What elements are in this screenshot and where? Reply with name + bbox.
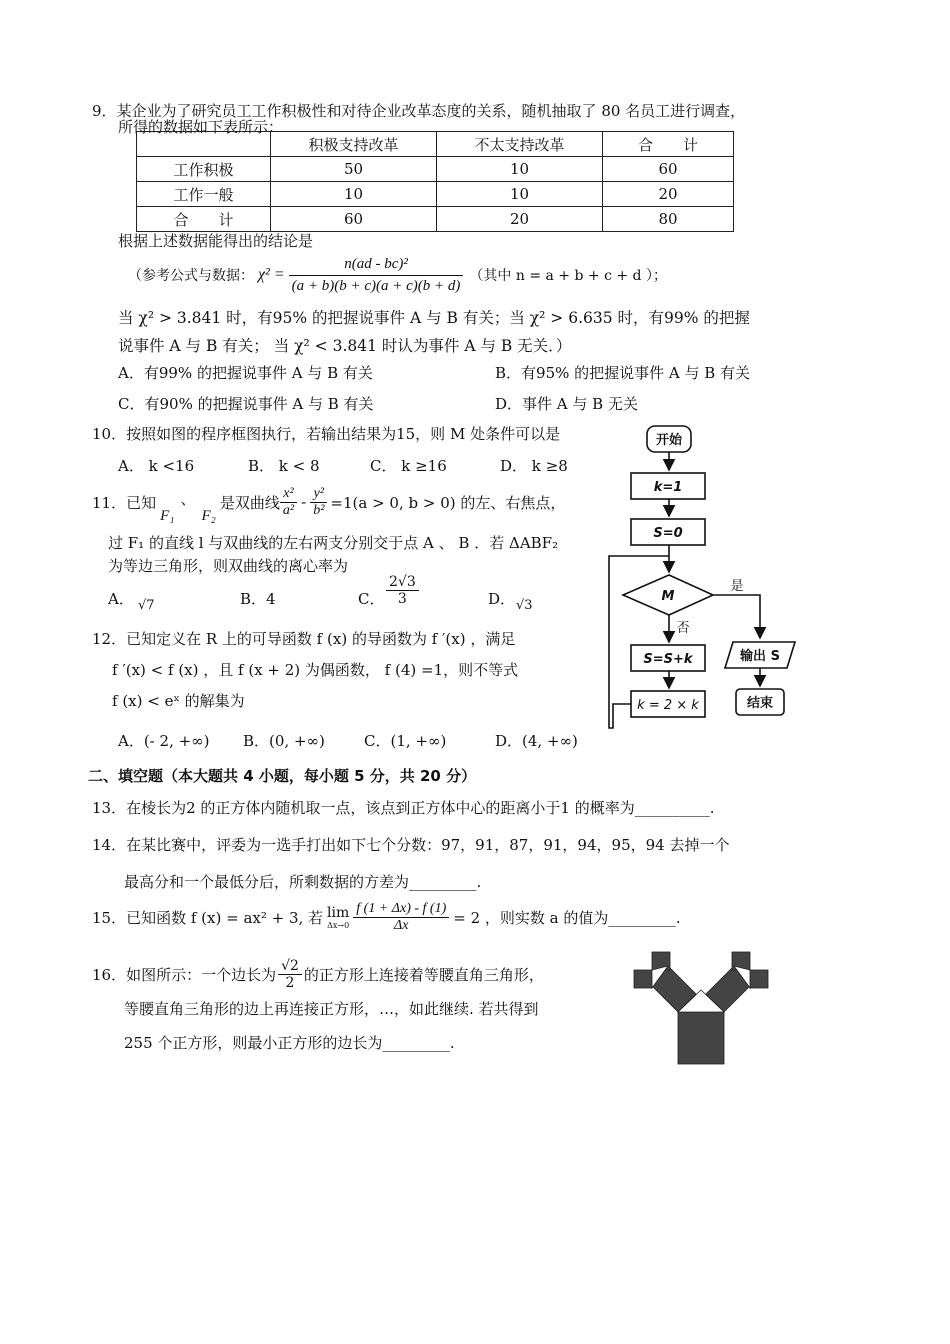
q11-line1 <box>92 478 565 526</box>
q9-option-a: A．有99% 的把握说事件 A 与 B 有关 <box>118 364 373 382</box>
q12-line2: f ′(x) < f (x) ，且 f (x + 2) 为偶函数， f (4) =1，则不等式 <box>112 661 519 679</box>
table-cell: 10 <box>437 157 603 182</box>
q16-line3: 255 个正方形，则最小正方形的边长为_________. <box>124 1034 455 1052</box>
q10-option-d: D． k ≥8 <box>500 457 568 475</box>
q9-option-b: B．有95% 的把握说事件 A 与 B 有关 <box>495 364 751 382</box>
q10-option-b: B． k < 8 <box>248 457 320 475</box>
a-squared: a² <box>282 502 295 518</box>
q11-prefix: 11．已知 <box>92 493 157 512</box>
limit-subscript: Δx→0 <box>327 920 350 930</box>
option-c-numerator: 2√3 <box>386 574 419 591</box>
q9-reference-2: 说事件 A 与 B 有关； 当 χ² < 3.841 时认为事件 A 与 B 无关．） <box>118 337 572 355</box>
q9-formula <box>128 250 667 300</box>
table-cell: 80 <box>603 207 734 232</box>
q12-option-b: B．(0, +∞) <box>243 732 325 750</box>
no-label: 否 <box>676 621 690 636</box>
q11-option-d-label: D． <box>488 590 516 608</box>
q11-option-b: B．4 <box>240 590 276 608</box>
side-numerator: √2 <box>278 958 302 975</box>
formula-prefix: （参考公式与数据： <box>128 268 254 284</box>
q11-option-a-value: √7 <box>138 598 155 613</box>
chi-square-fraction <box>289 256 464 295</box>
q11-option-c-label: C． <box>358 590 385 608</box>
output-label: 输出 S <box>740 649 780 664</box>
q9-option-c: C．有90% 的把握说事件 A 与 B 有关 <box>118 395 374 413</box>
option-c-denominator: 3 <box>397 591 407 607</box>
difference-quotient <box>353 901 449 934</box>
q11-option-d-value: √3 <box>516 598 533 613</box>
q12-option-d: D．(4, +∞) <box>495 732 578 750</box>
table-row <box>137 157 734 182</box>
table-cell: 20 <box>603 182 734 207</box>
update-k-label: k = 2 × k <box>637 698 699 713</box>
formula-suffix: （其中 n = a + b + c + d ）； <box>469 268 667 284</box>
quotient-numerator: f (1 + Δx) - f (1) <box>353 901 449 918</box>
b-squared: b² <box>313 502 325 518</box>
chi-square-symbol: χ² = <box>258 266 285 283</box>
y-square-fraction <box>310 486 327 519</box>
q11-line3: 为等边三角形，则双曲线的离心率为 <box>108 557 349 575</box>
q10-stem: 10．按照如图的程序框图执行，若输出结果为15，则 M 处条件可以是 <box>92 425 561 443</box>
q9-line1: 9．某企业为了研究员工工作积极性和对待企业改革态度的关系，随机抽取了 80 名员工进行调查， <box>92 102 746 120</box>
q12-option-a: A．(- 2, +∞) <box>118 732 210 750</box>
q15 <box>92 893 681 941</box>
base-square <box>678 1012 724 1064</box>
x-square-fraction <box>280 486 297 519</box>
flowchart <box>605 418 805 738</box>
table-cell: 工作积极 <box>137 157 271 182</box>
table-cell: 60 <box>603 157 734 182</box>
q9-option-d: D．事件 A 与 B 无关 <box>495 395 638 413</box>
q14-line1: 14．在某比赛中，评委为一选手打出如下七个分数：97，91，87，91，94，95，94 去掉一个 <box>92 836 730 854</box>
q15-suffix: = 2 ，则实数 a 的值为_________. <box>453 908 681 927</box>
q11-option-c-fraction <box>386 574 419 607</box>
q11-equation-tail: =1(a > 0, b > 0) 的左、右焦点， <box>330 493 566 512</box>
q15-prefix: 15．已知函数 f (x) = ax² + 3, 若 <box>92 908 324 927</box>
q9-table <box>136 131 734 232</box>
formula-numerator: n(ad - bc)² <box>289 256 464 276</box>
q10-option-a: A． k <16 <box>118 457 195 475</box>
table-cell: 工作一般 <box>137 182 271 207</box>
q12-line1: 12．已知定义在 R 上的可导函数 f (x) 的导函数为 f ′(x) ，满足 <box>92 630 516 648</box>
table-cell: 60 <box>271 207 437 232</box>
pythagoras-tree-figure <box>630 948 775 1068</box>
condition-label: M <box>661 589 675 604</box>
table-header-row <box>137 132 734 157</box>
limit-label: lim <box>327 904 350 921</box>
q13: 13．在棱长为2 的正方体内随机取一点，该点到正方体中心的距离小于1 的概率为__________. <box>92 799 715 817</box>
table-cell: 50 <box>271 157 437 182</box>
q9-conclusion: 根据上述数据能得出的结论是 <box>118 232 314 250</box>
end-label: 结束 <box>746 696 774 711</box>
update-s-label: S=S+k <box>643 652 693 667</box>
table-header-cell <box>137 132 271 157</box>
side-denominator: 2 <box>285 974 295 991</box>
small-square <box>634 970 652 988</box>
limit-operator <box>327 905 349 930</box>
q11-line2: 过 F₁ 的直线 l 与双曲线的左右两支分别交于点 A 、 B ．若 ΔABF₂ <box>108 534 559 552</box>
focus-f2: F₂ <box>201 507 216 524</box>
q11-hyperbola-label: 是双曲线 <box>219 493 280 512</box>
table-row <box>137 182 734 207</box>
q16-suffix: 的正方形上连接着等腰直角三角形， <box>303 965 544 984</box>
q9-line2: 所得的数据如下表所示： <box>118 118 284 136</box>
q12-line3: f (x) < eˣ 的解集为 <box>112 692 245 710</box>
init-k-label: k=1 <box>653 480 683 495</box>
table-row <box>137 207 734 232</box>
init-s-label: S=0 <box>653 526 683 541</box>
y-squared: y² <box>310 486 327 503</box>
side-length-fraction <box>278 958 302 991</box>
q16-line1 <box>92 950 544 998</box>
x-squared: x² <box>280 486 297 503</box>
table-cell: 20 <box>437 207 603 232</box>
separator: 、 <box>180 489 196 508</box>
table-cell: 10 <box>271 182 437 207</box>
quotient-denominator: Δx <box>394 917 409 933</box>
q11-option-a-label: A． <box>108 590 134 608</box>
yes-label: 是 <box>730 579 744 594</box>
table-header-cell: 不太支持改革 <box>437 132 603 157</box>
q12-option-c: C．(1, +∞) <box>364 732 447 750</box>
table-cell: 10 <box>437 182 603 207</box>
table-cell: 合 计 <box>137 207 271 232</box>
q9-reference-1: 当 χ² > 3.841 时，有95% 的把握说事件 A 与 B 有关；当 χ² > 6.635 时，有99% 的把握 <box>118 309 750 327</box>
q16-prefix: 16．如图所示：一个边长为 <box>92 965 277 984</box>
minus-sign: - <box>301 493 307 511</box>
start-label: 开始 <box>655 433 683 448</box>
q10-option-c: C． k ≥16 <box>370 457 447 475</box>
focus-f1: F₁ <box>160 507 175 524</box>
section-title: 二、填空题（本大题共 4 小题，每小题 5 分，共 20 分） <box>88 767 477 785</box>
table-header-cell: 积极支持改革 <box>271 132 437 157</box>
q14-line2: 最高分和一个最低分后，所剩数据的方差为_________. <box>124 873 482 891</box>
small-square <box>750 970 768 988</box>
q16-line2: 等腰直角三角形的边上再连接正方形，…，如此继续. 若共得到 <box>124 1000 539 1018</box>
table-header-cell: 合 计 <box>603 132 734 157</box>
formula-denominator: (a + b)(b + c)(a + c)(b + d) <box>291 277 461 294</box>
